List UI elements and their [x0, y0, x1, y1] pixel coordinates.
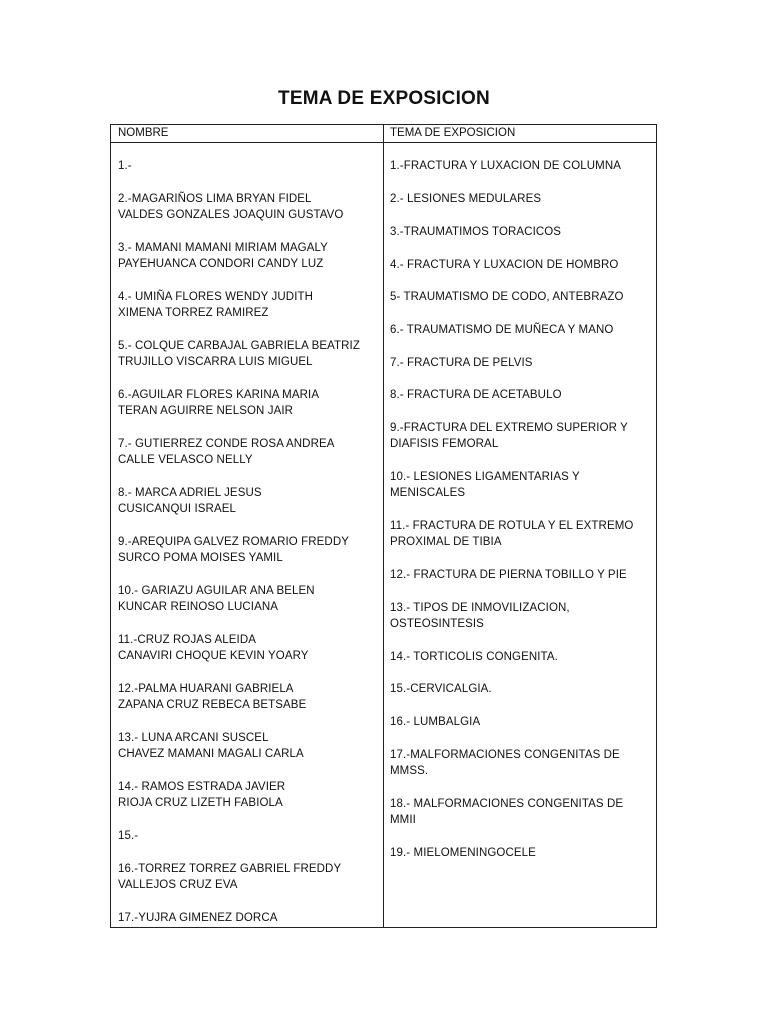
name-entry-line: 11.-CRUZ ROJAS ALEIDA: [118, 634, 257, 646]
topic-entry: [390, 257, 618, 273]
name-entry-line: 14.- RAMOS ESTRADA JAVIER: [118, 781, 286, 793]
topic-entry: [390, 796, 623, 829]
name-entry-line: 2.-MAGARIÑOS LIMA BRYAN FIDEL: [118, 193, 312, 205]
name-entry-line: CANAVIRI CHOQUE KEVIN YOARY: [118, 650, 309, 663]
name-entry: [118, 779, 285, 812]
topic-entry: [390, 469, 580, 502]
name-entry-line: 1.-: [118, 160, 132, 172]
name-entry-line: 15.-: [118, 830, 139, 842]
name-entry-line: CUSICANQUI ISRAEL: [118, 503, 237, 516]
name-entry: [118, 534, 349, 567]
name-entry: [118, 158, 132, 174]
topic-entry: [390, 420, 628, 453]
name-entry-line: VALDES GONZALES JOAQUIN GUSTAVO: [118, 209, 344, 222]
name-entry: [118, 338, 360, 371]
name-entry-line: ZAPANA CRUZ REBECA BETSABE: [118, 699, 307, 712]
name-entry-line: TRUJILLO VISCARRA LUIS MIGUEL: [118, 356, 313, 369]
topic-entry: [390, 845, 536, 861]
topic-entry-line: 8.- FRACTURA DE ACETABULO: [390, 389, 562, 401]
topic-entry-line: 7.- FRACTURA DE PELVIS: [390, 357, 533, 369]
topic-entry-line: 16.- LUMBALGIA: [390, 716, 481, 728]
name-entry: [118, 632, 309, 665]
topic-entry: [390, 567, 627, 583]
topic-entry-line: 1.-FRACTURA Y LUXACION DE COLUMNA: [390, 160, 622, 172]
topic-entry-line: 4.- FRACTURA Y LUXACION DE HOMBRO: [390, 259, 619, 271]
document-title: TEMA DE EXPOSICION: [278, 88, 490, 109]
name-entry-line: RIOJA CRUZ LIZETH FABIOLA: [118, 797, 283, 810]
topic-entry: [390, 649, 558, 665]
name-entry-line: 3.- MAMANI MAMANI MIRIAM MAGALY: [118, 242, 328, 254]
topic-entry: [390, 191, 541, 207]
topic-entry: [390, 224, 561, 240]
name-entry-line: CHAVEZ MAMANI MAGALI CARLA: [118, 748, 304, 761]
name-entry-line: PAYEHUANCA CONDORI CANDY LUZ: [118, 258, 324, 271]
name-entry: [118, 289, 313, 322]
column-divider: [383, 124, 384, 928]
name-entry-line: XIMENA TORREZ RAMIREZ: [118, 307, 269, 320]
topic-entry-line: 9.-FRACTURA DEL EXTREMO SUPERIOR Y: [390, 422, 628, 434]
topic-entry: [390, 518, 633, 551]
topic-entry-line: OSTEOSINTESIS: [390, 618, 484, 631]
topic-entry: [390, 289, 624, 305]
topic-entry-line: 3.-TRAUMATIMOS TORACICOS: [390, 226, 562, 238]
name-entry: [118, 730, 304, 763]
name-entry-line: TERAN AGUIRRE NELSON JAIR: [118, 405, 294, 418]
name-entry: [118, 240, 328, 273]
name-entry-line: CALLE VELASCO NELLY: [118, 454, 253, 467]
name-entry-line: 10.- GARIAZU AGUILAR ANA BELEN: [118, 585, 315, 597]
topic-entry-line: 12.- FRACTURA DE PIERNA TOBILLO Y PIE: [390, 569, 627, 581]
name-entry-line: 6.-AGUILAR FLORES KARINA MARIA: [118, 389, 320, 401]
topic-entry-line: 5- TRAUMATISMO DE CODO, ANTEBRAZO: [390, 291, 624, 303]
name-entry-line: 5.- COLQUE CARBAJAL GABRIELA BEATRIZ: [118, 340, 360, 352]
header-divider: [110, 142, 657, 143]
topic-entry-line: 19.- MIELOMENINGOCELE: [390, 847, 536, 859]
topic-entry: [390, 600, 570, 633]
name-entry: [118, 387, 319, 420]
topic-entry-line: PROXIMAL DE TIBIA: [390, 536, 502, 549]
topic-entry-line: DIAFISIS FEMORAL: [390, 438, 499, 451]
name-entry-line: 4.- UMIÑA FLORES WENDY JUDITH: [118, 291, 314, 303]
name-entry-line: 16.-TORREZ TORREZ GABRIEL FREDDY: [118, 863, 342, 875]
topic-entry-line: 6.- TRAUMATISMO DE MUÑECA Y MANO: [390, 324, 614, 336]
name-entry: [118, 191, 343, 224]
topic-entry: [390, 714, 480, 730]
topic-entry: [390, 387, 562, 403]
name-entry: [118, 583, 315, 616]
topic-entry: [390, 158, 621, 174]
name-entry: [118, 436, 335, 469]
topic-entry-line: MMSS.: [390, 765, 429, 778]
topic-entry-line: 18.- MALFORMACIONES CONGENITAS DE: [390, 798, 624, 810]
topic-entry: [390, 747, 620, 780]
topic-entry: [390, 681, 492, 697]
name-entry-line: 9.-AREQUIPA GALVEZ ROMARIO FREDDY: [118, 536, 349, 548]
topic-entry-line: 10.- LESIONES LIGAMENTARIAS Y: [390, 471, 580, 483]
header-nombre: NOMBRE: [118, 127, 169, 139]
name-entry: [118, 910, 278, 926]
topic-entry-line: MENISCALES: [390, 487, 466, 500]
name-entry-line: VALLEJOS CRUZ EVA: [118, 879, 238, 892]
header-tema: TEMA DE EXPOSICION: [390, 127, 516, 139]
name-entry-line: SURCO POMA MOISES YAMIL: [118, 552, 283, 565]
name-entry: [118, 681, 306, 714]
topic-entry-line: 17.-MALFORMACIONES CONGENITAS DE: [390, 749, 620, 761]
topic-entry-line: 11.- FRACTURA DE ROTULA Y EL EXTREMO: [390, 520, 634, 532]
name-entry-line: 12.-PALMA HUARANI GABRIELA: [118, 683, 294, 695]
name-entry-line: 7.- GUTIERREZ CONDE ROSA ANDREA: [118, 438, 335, 450]
name-entry: [118, 828, 138, 844]
topic-entry: [390, 322, 613, 338]
topic-entry-line: MMII: [390, 814, 416, 827]
topic-entry-line: 13.- TIPOS DE INMOVILIZACION,: [390, 602, 570, 614]
topic-entry: [390, 355, 533, 371]
name-entry-line: 13.- LUNA ARCANI SUSCEL: [118, 732, 269, 744]
name-entry: [118, 485, 262, 518]
name-entry-line: 17.-YUJRA GIMENEZ DORCA: [118, 912, 278, 924]
name-entry-line: 8.- MARCA ADRIEL JESUS: [118, 487, 262, 499]
topic-entry-line: 2.- LESIONES MEDULARES: [390, 193, 542, 205]
name-entry-line: KUNCAR REINOSO LUCIANA: [118, 601, 279, 614]
topic-entry-line: 14.- TORTICOLIS CONGENITA.: [390, 651, 558, 663]
topic-entry-line: 15.-CERVICALGIA.: [390, 683, 492, 695]
name-entry: [118, 861, 341, 894]
